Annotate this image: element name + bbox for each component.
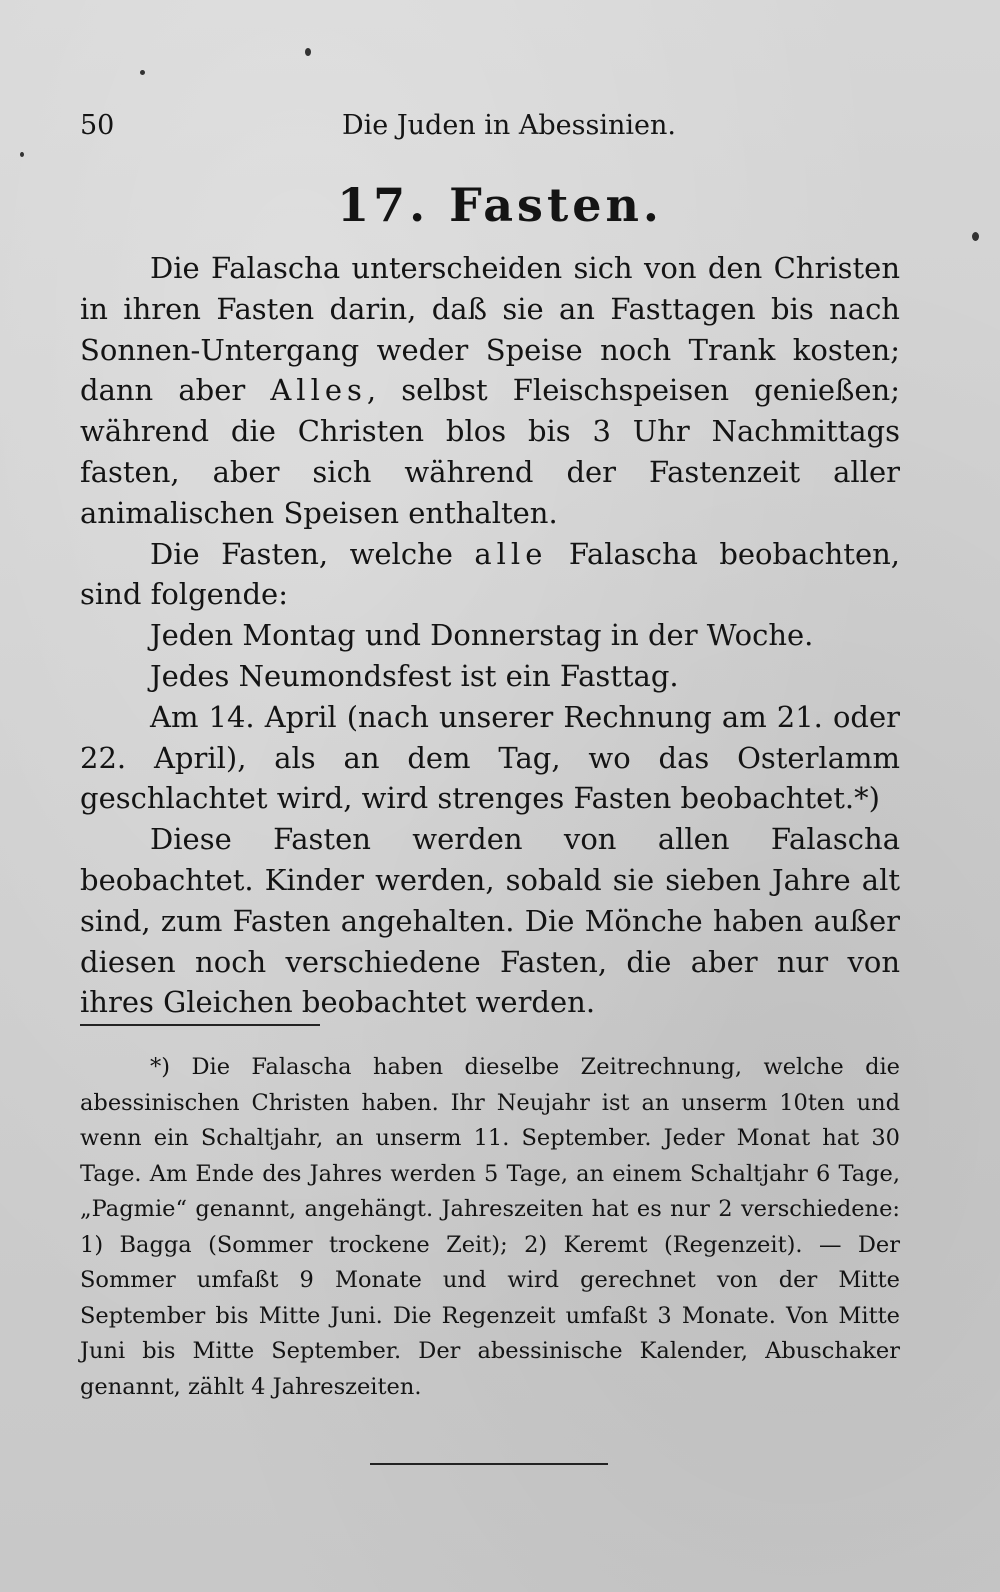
paper-speck [305, 48, 311, 56]
paragraph-4: Jedes Neumondsfest ist ein Fasttag. [150, 658, 679, 693]
paragraph-2-end: Falascha beobachten, sind folgende: [80, 536, 901, 612]
paragraph-3: Jeden Montag und Donnerstag in der Woche. [150, 618, 814, 653]
running-title: Die Juden in Abessinien. [342, 110, 676, 141]
paragraph-2 [80, 534, 900, 616]
footnote [80, 1050, 900, 1405]
paper-speck [972, 232, 979, 241]
running-head [80, 110, 676, 150]
page-number: 50 [80, 110, 115, 141]
paper-speck [20, 152, 24, 157]
paragraph-1-text: Die Falascha unterscheiden sich von den Christen in ihren Fasten darin, daß sie an Fasttagen bis nach Sonnen-Untergang weder Speise noch Trank kosten; dann aber [80, 251, 900, 408]
emphasis-alle: alle [474, 536, 548, 571]
paragraph-1-end: , selbst Fleischspeisen genießen; während die Christen blos bis 3 Uhr Nachmittags fasten, aber sich während der Fastenzeit aller animalischen Speisen enthalten. [80, 373, 900, 530]
emphasis-alles: Alles [270, 373, 367, 408]
paragraph-5: Am 14. April (nach unserer Rechnung am 21. oder 22. April), als an dem Tag, wo das Osterlamm geschlachtet wird, wird strenges Fasten beobachtet.*) [80, 699, 900, 816]
paragraph-1 [80, 248, 900, 534]
paragraph-6: Diese Fasten werden von allen Falascha beobachtet. Kinder werden, sobald sie sieben Jahre alt sind, zum Fasten angehalten. Die Mönche haben außer diesen noch verschiedene Fasten, die aber nur von ihres Gleichen beobachtet werden. [80, 822, 900, 1020]
footnote-text: *) Die Falascha haben dieselbe Zeitrechnung, welche die abessinischen Christen haben. Ihr Neujahr ist an unserm 10ten und wenn ein Schaltjahr, an unserm 11. September. Jeder Monat hat 30 Tage. Am Ende des Jahres werden 5 Tage, an einem Schaltjahr 6 Tage, „Pagmie“ genannt, angehängt. Jahreszeiten hat es nur 2 verschiedene: 1) Bagga (Sommer trockene Zeit); 2) Keremt (Regenzeit). — Der Sommer umfaßt 9 Monate und wird gerechnet von der Mitte September bis Mitte Juni. Die Regenzeit umfaßt 3 Monate. Von Mitte Juni bis Mitte September. Der abessinische Kalender, Abuschaker genannt, zählt 4 Jahreszeiten. [80, 1054, 900, 1400]
footnote-separator [80, 1024, 320, 1026]
paper-speck [140, 70, 145, 75]
paragraph-2-start: Die Fasten, welche [150, 536, 453, 571]
end-rule [370, 1463, 608, 1465]
section-title: 17. Fasten. [337, 178, 663, 232]
body-text [80, 248, 900, 1023]
